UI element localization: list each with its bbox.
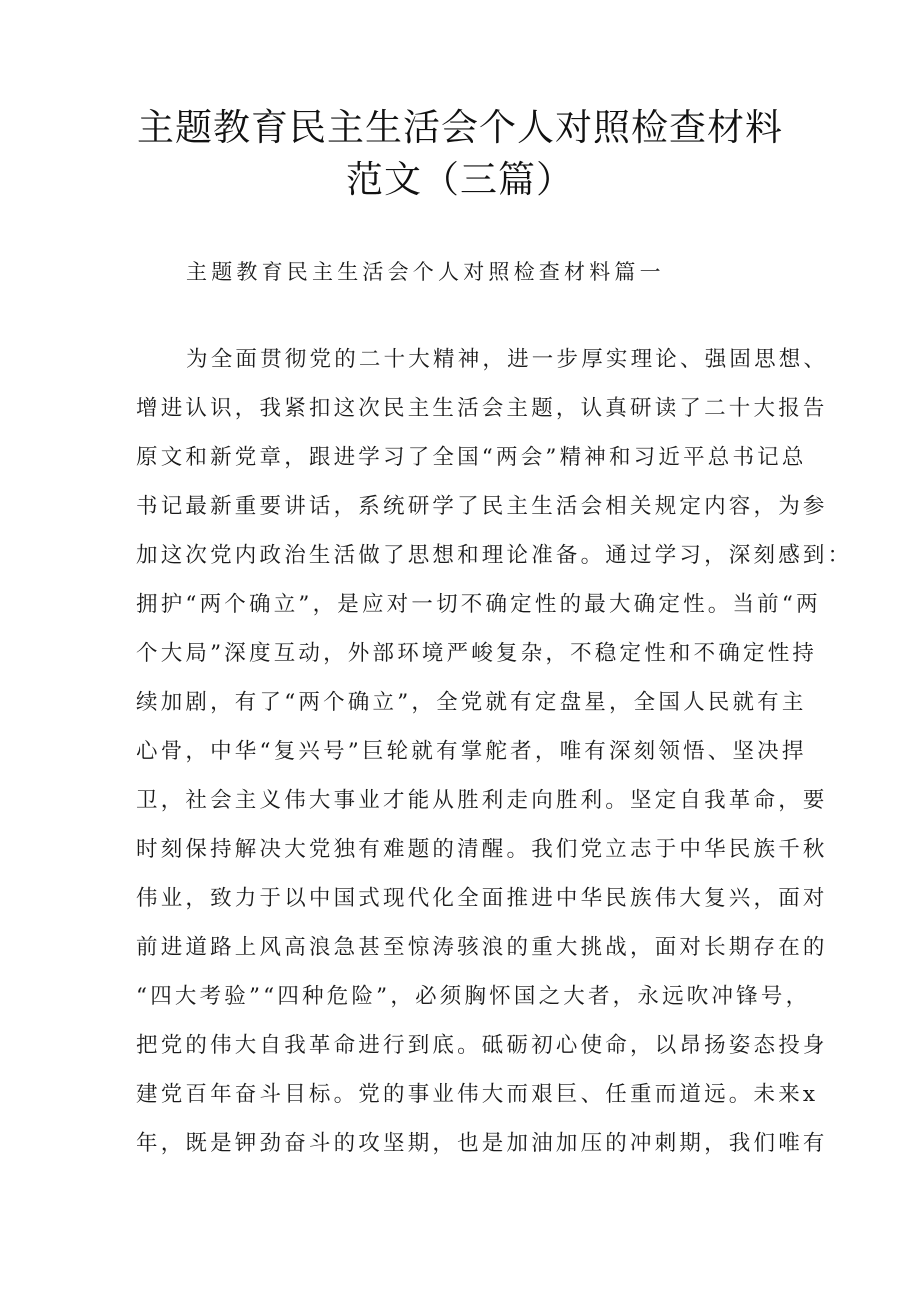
body-line: 时刻保持解决大党独有难题的清醒。我们党立志于中华民族千秋	[136, 837, 828, 862]
document-title-line-1: 主题教育民主生活会个人对照检查材料	[137, 106, 783, 149]
body-line: “四大考验”“四种危险”，必须胸怀国之大者，永远吹冲锋号，	[136, 984, 811, 1009]
body-line: 年，既是钾劲奋斗的攻坚期，也是加油加压的冲刺期，我们唯有	[136, 1131, 828, 1156]
body-line: 个大局”深度互动，外部环境严峻复杂，不稳定性和不确定性持	[136, 641, 818, 666]
body-line: 拥护“两个确立”，是应对一切不确定性的最大确定性。当前“两	[136, 592, 821, 617]
document-title-line-2: 范文（三篇）	[346, 158, 574, 201]
body-line: 加这次党内政治生活做了思想和理论准备。通过学习，深刻感到：	[136, 543, 853, 568]
body-line: 增进认识，我紧扣这次民主生活会主题，认真研读了二十大报告	[136, 396, 828, 421]
body-line: 原文和新党章，跟进学习了全国“两会”精神和习近平总书记总	[136, 445, 807, 470]
body-line: 伟业，致力于以中国式现代化全面推进中华民族伟大复兴，面对	[136, 886, 828, 911]
body-line: 卫，社会主义伟大事业才能从胜利走向胜利。坚定自我革命，要	[136, 788, 828, 813]
body-line: 心骨，中华“复兴号”巨轮就有掌舵者，唯有深刻领悟、坚决捍	[136, 739, 807, 764]
body-line: 把党的伟大自我革命进行到底。砥砺初心使命，以昂扬姿态投身	[136, 1033, 828, 1058]
body-line: 前进道路上风高浪急甚至惊涛骇浪的重大挑战，面对长期存在的	[136, 935, 828, 960]
body-line: 建党百年奋斗目标。党的事业伟大而艰巨、任重而道远。未来x	[136, 1082, 819, 1107]
section-heading: 主题教育民主生活会个人对照检查材料篇一	[186, 260, 665, 284]
body-line: 续加剧，有了“两个确立”，全党就有定盘星，全国人民就有主	[136, 690, 807, 715]
body-line: 书记最新重要讲话，系统研学了民主生活会相关规定内容，为参	[136, 494, 828, 519]
body-line: 为全面贯彻党的二十大精神，进一步厚实理论、强固思想、	[186, 347, 829, 372]
